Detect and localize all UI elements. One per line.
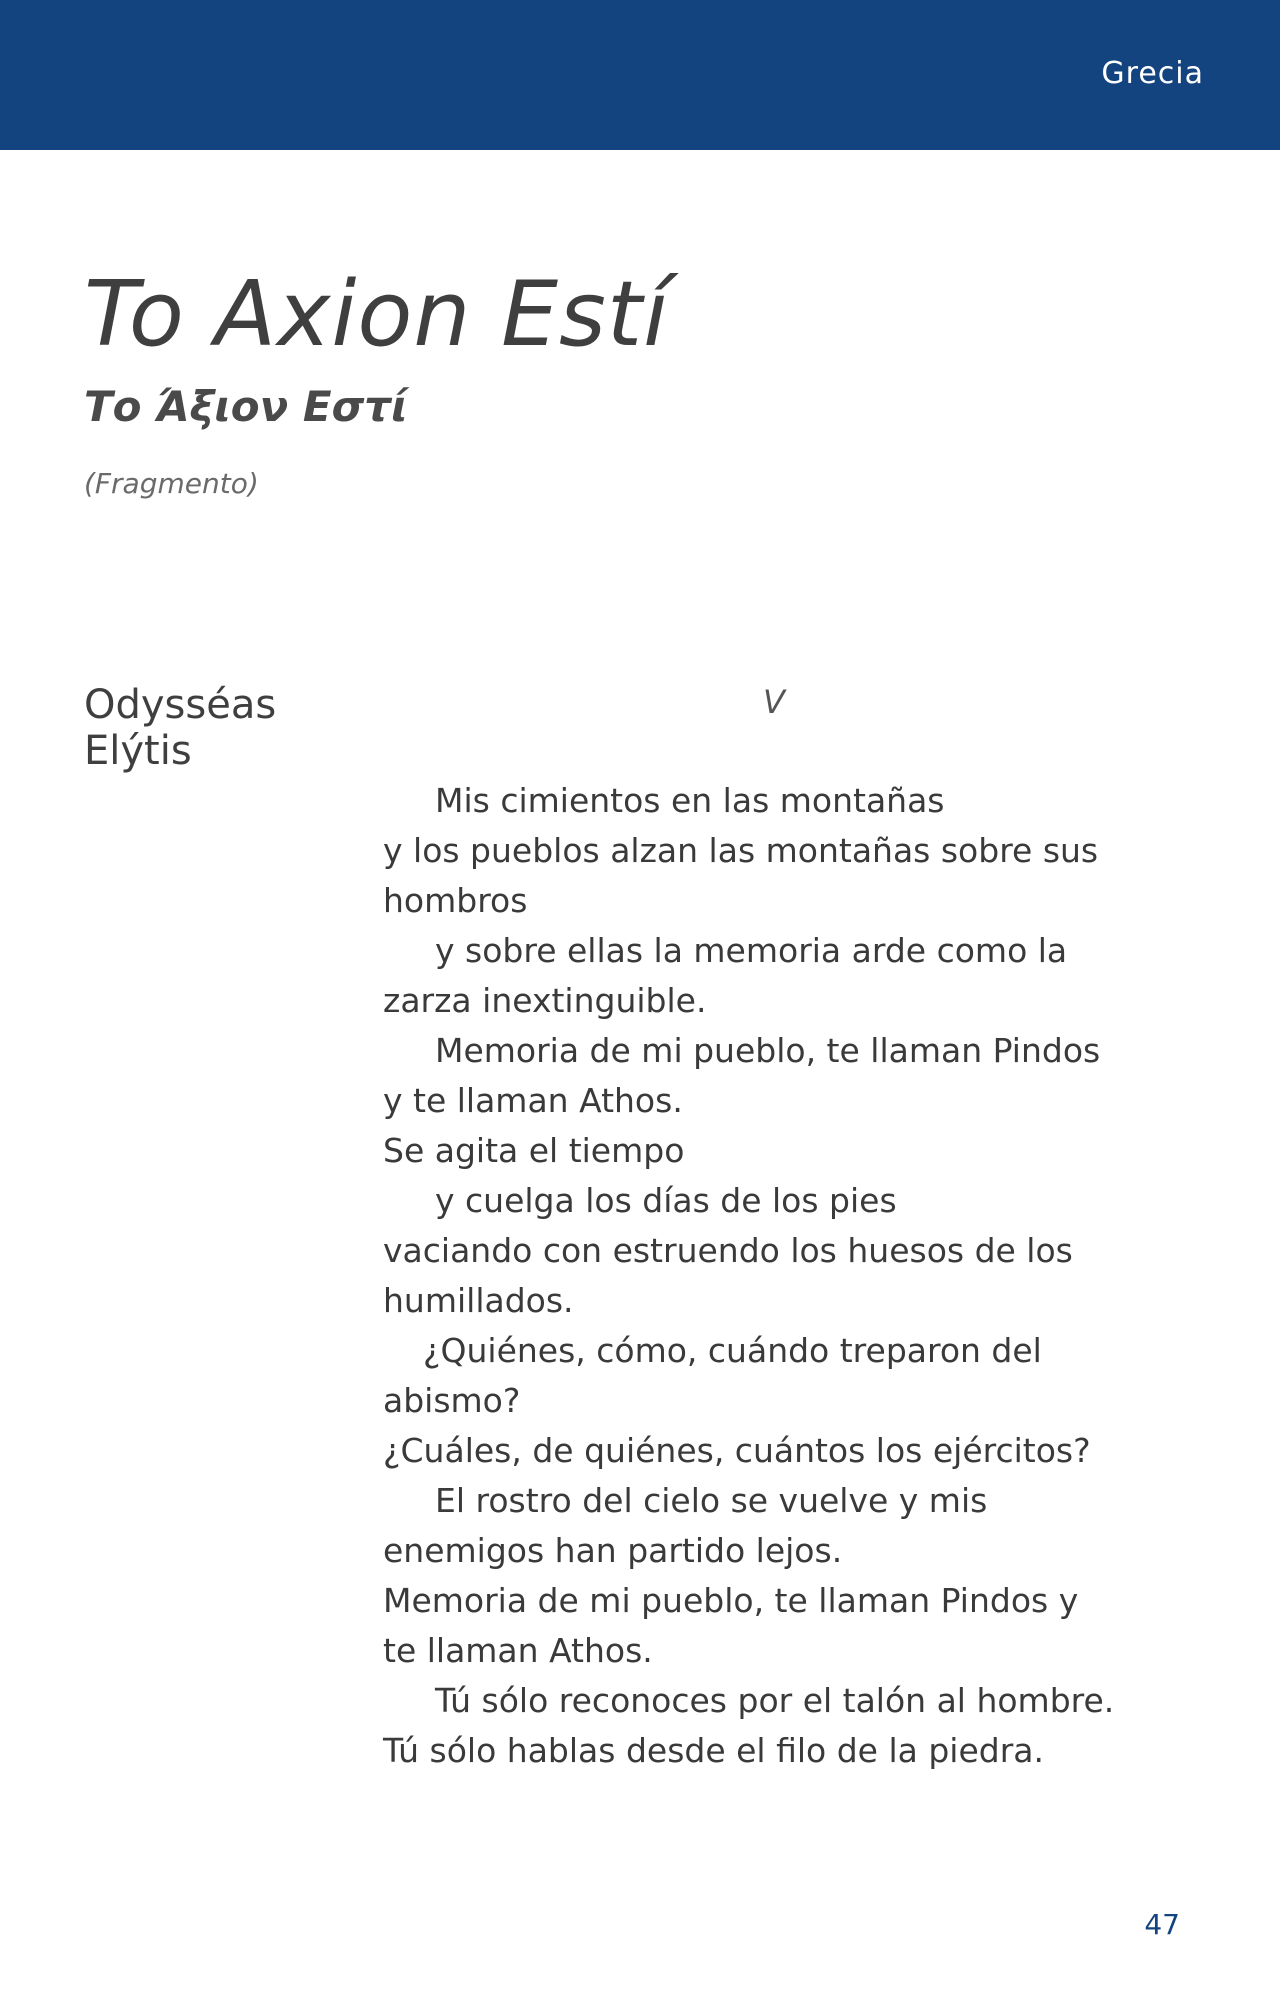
original-greek-title: Το Άξιον Εστί	[84, 382, 408, 431]
fragment-note: (Fragmento)	[84, 467, 259, 500]
verse-line: Mis cimientos en las montañas	[435, 781, 945, 820]
verse-line: y los pueblos alzan las montañas sobre sus	[383, 831, 1099, 870]
verse-line: zarza inextinguible.	[383, 981, 707, 1020]
author-name	[84, 682, 276, 774]
author-last-name: Elýtis	[84, 728, 192, 774]
verse-line: Tú sólo hablas desde el filo de la piedra.	[383, 1731, 1044, 1770]
verse-line: te llaman Athos.	[383, 1631, 653, 1670]
verse-line: hombros	[383, 881, 528, 920]
verse-line: y te llaman Athos.	[383, 1081, 683, 1120]
verse-line: y sobre ellas la memoria arde como la	[435, 931, 1068, 970]
verse-line: Tú sólo reconoces por el talón al hombre.	[435, 1681, 1115, 1720]
verse-line: vaciando con estruendo los huesos de los	[383, 1231, 1073, 1270]
verse-line: Memoria de mi pueblo, te llaman Pindos y	[383, 1581, 1079, 1620]
poem-section-number: V	[763, 683, 785, 721]
poem-title: To Axion Estí	[84, 262, 670, 367]
verse-line: ¿Cuáles, de quiénes, cuántos los ejércitos?	[383, 1431, 1091, 1470]
verse-line: y cuelga los días de los pies	[435, 1181, 897, 1220]
author-first-name: Odysséas	[84, 682, 277, 728]
verse-line: El rostro del cielo se vuelve y mis	[435, 1481, 988, 1520]
verse-line: Memoria de mi pueblo, te llaman Pindos	[435, 1031, 1101, 1070]
verse-line: abismo?	[383, 1381, 521, 1420]
verse-line: ¿Quiénes, cómo, cuándo treparon del	[423, 1331, 1042, 1370]
page-number: 47	[1144, 1908, 1180, 1941]
header-band	[0, 0, 1280, 150]
poem-body	[383, 682, 1193, 1776]
section-name: Grecia	[1101, 56, 1204, 91]
verse-line: enemigos han partido lejos.	[383, 1531, 843, 1570]
verse-line: Se agita el tiempo	[383, 1131, 685, 1170]
verse-line: humillados.	[383, 1281, 574, 1320]
